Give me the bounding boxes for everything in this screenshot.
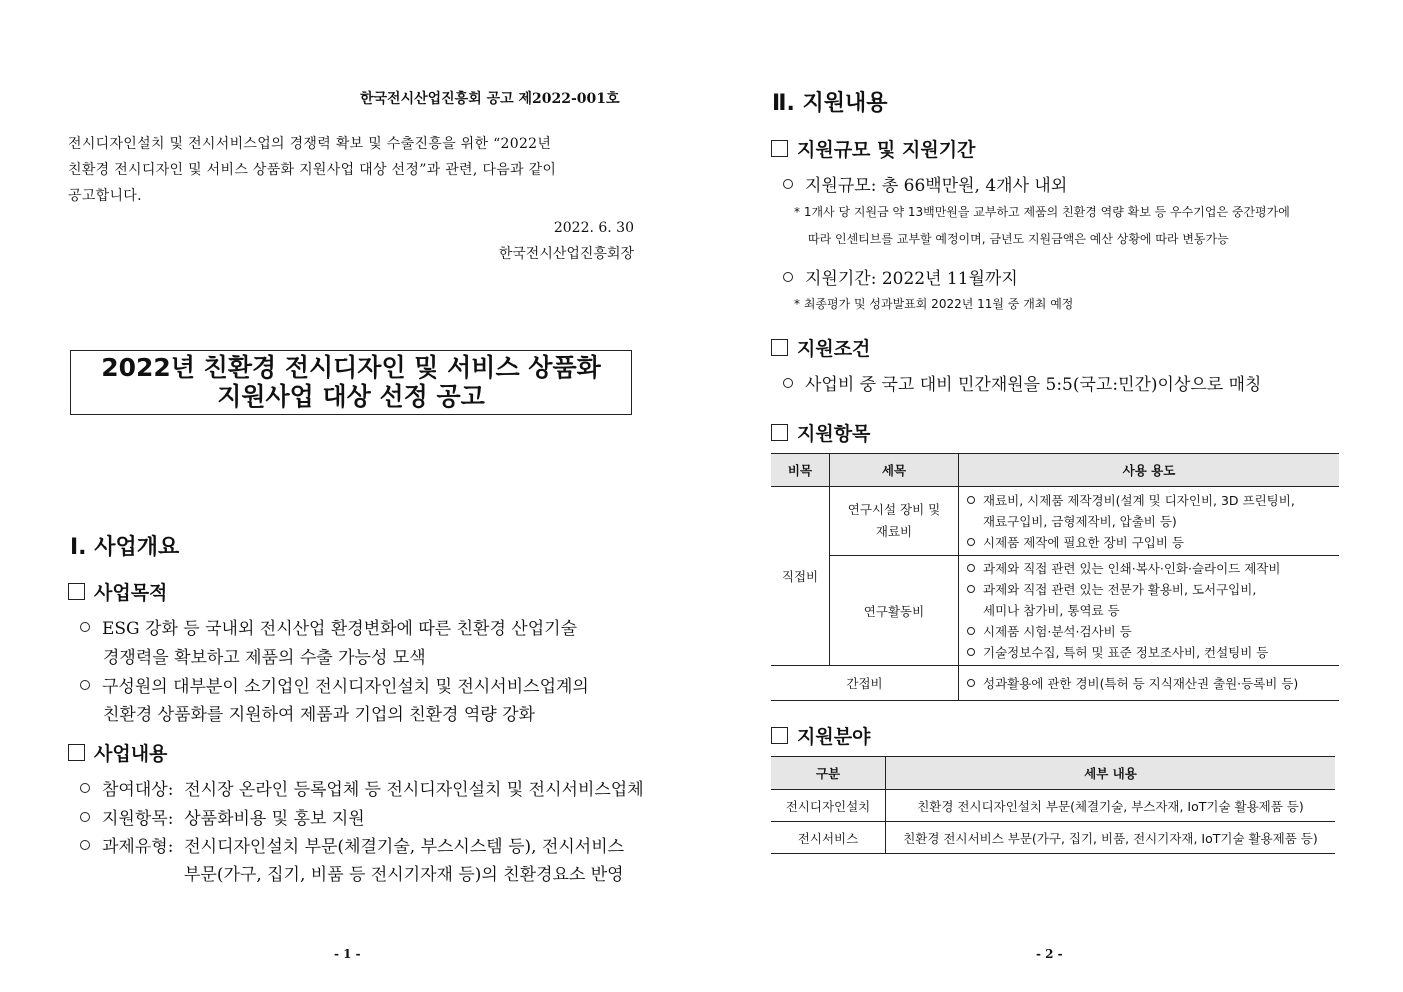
subcategory-cell: 연구시설 장비 및 재료비 xyxy=(830,487,959,556)
purpose-heading: 사업목적 xyxy=(68,578,167,605)
support-field-table xyxy=(771,756,1335,854)
purpose-item: ESG 강화 등 국내외 전시산업 환경변화에 따른 친환경 산업기술 xyxy=(80,614,577,639)
table-header: 비목 xyxy=(771,454,830,487)
announcement-date: 2022. 6. 30 xyxy=(553,220,634,236)
checkbox-square-icon xyxy=(68,744,85,761)
period-item: 지원기간: 2022년 11월까지 xyxy=(783,264,1018,289)
checkbox-square-icon xyxy=(771,727,788,744)
table-header: 세목 xyxy=(830,454,959,487)
intro-line: 친환경 전시디자인 및 서비스 상품화 지원사업 대상 선정”과 관련, 다음과 같이 xyxy=(68,162,557,178)
section2-title: Ⅱ. 지원내용 xyxy=(772,91,888,116)
checkbox-square-icon xyxy=(771,424,788,441)
scale-note-cont: 따라 인센티브를 교부할 예정이며, 금년도 지원금액은 예산 상황에 따라 변동가능 xyxy=(808,232,1229,246)
circle-bullet-icon xyxy=(783,179,793,189)
circle-bullet-icon xyxy=(967,627,975,635)
issuer: 한국전시산업진흥회장 xyxy=(498,246,634,262)
items-heading: 지원항목 xyxy=(771,419,870,446)
table-header: 사용 용도 xyxy=(959,454,1340,487)
support-items-table xyxy=(771,453,1339,701)
condition-heading: 지원조건 xyxy=(771,334,870,361)
table-header: 세부 내용 xyxy=(886,757,1336,790)
circle-bullet-icon xyxy=(967,496,975,504)
checkbox-square-icon xyxy=(68,583,85,600)
uses-cell: 성과활용에 관한 경비(특허 등 지식재산권 출원·등록비 등) xyxy=(959,666,1340,701)
content-item: 참여대상: 전시장 온라인 등록업체 등 전시디자인설치 및 전시서비스업체 xyxy=(80,775,644,800)
purpose-item-cont: 경쟁력을 확보하고 제품의 수출 가능성 모색 xyxy=(103,648,426,668)
scale-heading: 지원규모 및 지원기간 xyxy=(771,135,975,162)
period-note: * 최종평가 및 성과발표회 2022년 11월 중 개최 예정 xyxy=(794,297,1074,311)
content-item: 과제유형: 전시디자인설치 부문(체결기술, 부스시스템 등), 전시서비스 xyxy=(80,832,624,857)
circle-bullet-icon xyxy=(783,272,793,282)
document-title-line2: 지원사업 대상 선정 공고 xyxy=(217,382,485,411)
circle-bullet-icon xyxy=(80,680,90,690)
category-cell: 간접비 xyxy=(771,666,959,701)
circle-bullet-icon xyxy=(80,783,90,793)
field-category-cell: 전시서비스 xyxy=(771,822,886,854)
field-detail-cell: 친환경 전시서비스 부문(가구, 집기, 비품, 전시기자재, IoT기술 활용제품 등) xyxy=(886,822,1336,854)
document-title-line1: 2022년 친환경 전시디자인 및 서비스 상품화 xyxy=(101,353,601,382)
circle-bullet-icon xyxy=(80,840,90,850)
category-cell: 직접비 xyxy=(771,487,830,666)
page-number: - 1 - xyxy=(334,947,361,961)
checkbox-square-icon xyxy=(771,339,788,356)
field-heading: 지원분야 xyxy=(771,722,870,749)
intro-line: 전시디자인설치 및 전시서비스업의 경쟁력 확보 및 수출진흥을 위한 “2022년 xyxy=(68,136,552,152)
field-category-cell: 전시디자인설치 xyxy=(771,790,886,822)
circle-bullet-icon xyxy=(967,564,975,572)
subcategory-cell: 연구활동비 xyxy=(830,556,959,666)
scale-note: * 1개사 당 지원금 약 13백만원을 교부하고 제품의 친환경 역량 확보 등 우수기업은 중간평가에 xyxy=(794,205,1290,219)
section1-title: Ⅰ. 사업개요 xyxy=(70,535,180,560)
purpose-item: 구성원의 대부분이 소기업인 전시디자인설치 및 전시서비스업계의 xyxy=(80,672,589,697)
circle-bullet-icon xyxy=(967,648,975,656)
intro-line: 공고합니다. xyxy=(68,188,142,204)
uses-cell: 과제와 직접 관련 있는 인쇄·복사·인화·슬라이드 제작비 과제와 직접 관련 있는 전문가 활용비, 도서구입비, 세미나 참가비, 통역료 등 시제품 시험·분석·검사비 등 기술정보수집, 특허 및 표준 정보조사비, 컨설팅비 등 xyxy=(959,556,1340,666)
intro-paragraph xyxy=(68,131,634,209)
purpose-item-cont: 친환경 상품화를 지원하여 제품과 기업의 친환경 역량 강화 xyxy=(103,705,535,725)
announcement-number: 한국전시산업진흥회 공고 제2022-001호 xyxy=(360,91,620,107)
circle-bullet-icon xyxy=(783,378,793,388)
circle-bullet-icon xyxy=(967,538,975,546)
content-item-cont: 부문(가구, 집기, 비품 등 전시기자재 등)의 친환경요소 반영 xyxy=(184,865,624,885)
scale-item: 지원규모: 총 66백만원, 4개사 내외 xyxy=(783,171,1067,196)
condition-item: 사업비 중 국고 대비 민간재원을 5:5(국고:민간)이상으로 매칭 xyxy=(783,370,1261,395)
document-title-box xyxy=(70,350,632,415)
field-detail-cell: 친환경 전시디자인설치 부문(체결기술, 부스자재, IoT기술 활용제품 등) xyxy=(886,790,1336,822)
checkbox-square-icon xyxy=(771,140,788,157)
table-header: 구분 xyxy=(771,757,886,790)
content-item: 지원항목: 상품화비용 및 홍보 지원 xyxy=(80,804,365,829)
page-number: - 2 - xyxy=(1036,947,1063,961)
circle-bullet-icon xyxy=(967,679,975,687)
uses-cell: 재료비, 시제품 제작경비(설계 및 디자인비, 3D 프린팅비, 재료구입비, 금형제작비, 압출비 등) 시제품 제작에 필요한 장비 구입비 등 xyxy=(959,487,1340,556)
circle-bullet-icon xyxy=(80,812,90,822)
circle-bullet-icon xyxy=(80,622,90,632)
content-heading: 사업내용 xyxy=(68,739,167,766)
circle-bullet-icon xyxy=(967,585,975,593)
